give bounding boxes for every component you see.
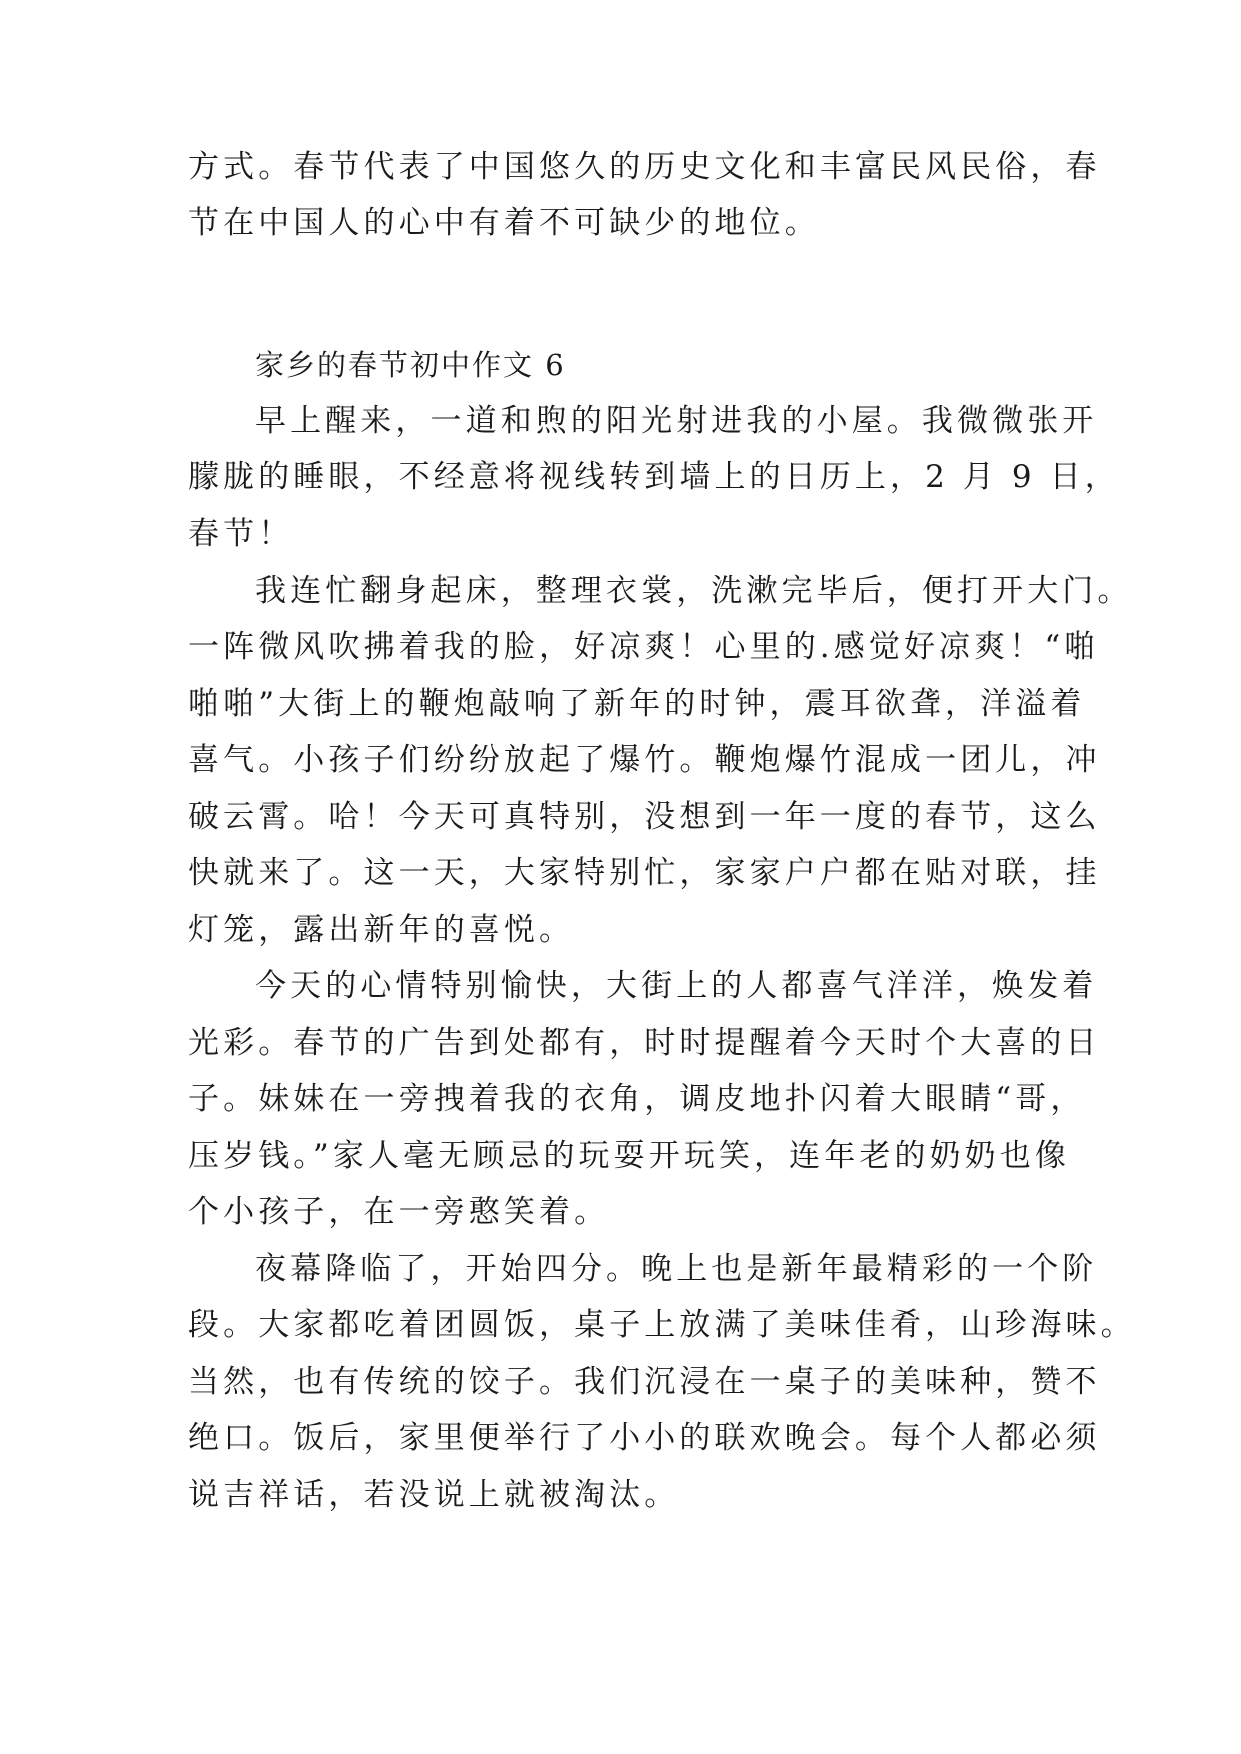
text-line: 方式。春节代表了中国悠久的历史文化和丰富民风民俗，春 [188, 149, 1101, 185]
text-line: 快就来了。这一天，大家特别忙，家家户户都在贴对联，挂 [188, 855, 1101, 891]
text-line: 破云霄。哈！今天可真特别，没想到一年一度的春节，这么 [188, 799, 1101, 835]
text-line: 朦胧的睡眼，不经意将视线转到墙上的日历上，2 月 9 日， [188, 459, 1120, 495]
text-line: 当然，也有传统的饺子。我们沉浸在一桌子的美味种，赞不 [188, 1364, 1101, 1400]
text-line: 灯笼，露出新年的喜悦。 [188, 912, 575, 948]
text-line: 子。妹妹在一旁拽着我的衣角，调皮地扑闪着大眼睛“哥， [188, 1081, 1086, 1117]
text-line: 个小孩子，在一旁憨笑着。 [188, 1194, 610, 1230]
text-line: 一阵微风吹拂着我的脸，好凉爽！心里的.感觉好凉爽！“啪 [188, 629, 1100, 665]
section-title: 家乡的春节初中作文 6 [255, 348, 566, 382]
text-line: 段。大家都吃着团圆饭，桌子上放满了美味佳肴，山珍海味。 [188, 1307, 1136, 1343]
text-line: 我连忙翻身起床，整理衣裳，洗漱完毕后，便打开大门。 [255, 573, 1133, 609]
text-line: 说吉祥话，若没说上就被淘汰。 [188, 1477, 680, 1513]
text-line: 节在中国人的心中有着不可缺少的地位。 [188, 205, 820, 241]
text-line: 喜气。小孩子们纷纷放起了爆竹。鞭炮爆竹混成一团儿，冲 [188, 742, 1101, 778]
text-line: 绝口。饭后，家里便举行了小小的联欢晚会。每个人都必须 [188, 1420, 1101, 1456]
text-line: 光彩。春节的广告到处都有，时时提醒着今天时个大喜的日 [188, 1025, 1101, 1061]
text-line: 夜幕降临了，开始四分。晚上也是新年最精彩的一个阶 [255, 1251, 1098, 1287]
text-line: 啪啪”大街上的鞭炮敲响了新年的时钟，震耳欲聋，洋溢着 [188, 686, 1086, 722]
text-line: 春节！ [188, 516, 294, 552]
text-line: 早上醒来，一道和煦的阳光射进我的小屋。我微微张开 [255, 403, 1098, 439]
text-line: 压岁钱。”家人毫无顾忌的玩耍开玩笑，连年老的奶奶也像 [188, 1138, 1070, 1174]
text-line: 今天的心情特别愉快，大街上的人都喜气洋洋，焕发着 [255, 968, 1098, 1004]
